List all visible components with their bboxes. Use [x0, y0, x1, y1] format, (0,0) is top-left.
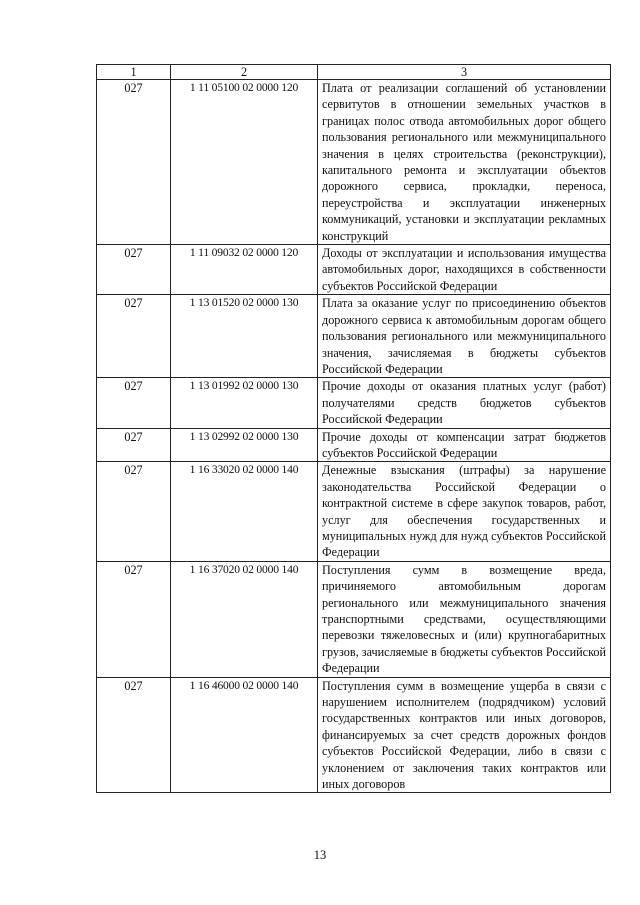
table-row	[97, 378, 611, 428]
admin-code-cell: 027	[97, 677, 171, 793]
revenue-code-cell: 1 13 02992 02 0000 130	[171, 428, 318, 462]
column-header-2: 2	[171, 65, 318, 80]
admin-code-cell: 027	[97, 245, 171, 295]
admin-code-cell: 027	[97, 80, 171, 245]
revenue-code-cell: 1 16 33020 02 0000 140	[171, 462, 318, 561]
revenue-name-cell: Поступления сумм в возмещение вреда, причиняемого автомобильным дорогам регионального или межмуниципального значения транспортными средствами, осуществляющими перевозки тяжеловесных и (или) крупногабаритных грузов, зачисляемые в бюджеты субъектов Российской Федерации	[318, 561, 611, 677]
revenue-code-cell: 1 11 09032 02 0000 120	[171, 245, 318, 295]
table-row	[97, 80, 611, 245]
revenue-code-cell: 1 11 05100 02 0000 120	[171, 80, 318, 245]
revenue-name-cell: Прочие доходы от компенсации затрат бюджетов субъектов Российской Федерации	[318, 428, 611, 462]
page-number: 13	[313, 848, 327, 862]
revenue-name-cell: Прочие доходы от оказания платных услуг (работ) получателями средств бюджетов субъектов Российской Федерации	[318, 378, 611, 428]
table-row	[97, 428, 611, 462]
revenue-name-cell: Плата от реализации соглашений об установлении сервитутов в отношении земельных участков в границах полос отвода автомобильных дорог общего пользования регионального или межмуниципального значения в целях строительства (реконструкции), капитального ремонта и эксплуатации объектов дорожного сервиса, прокладки, переноса, переустройства и эксплуатации инженерных коммуникаций, установки и эксплуатации рекламных конструкций	[318, 80, 611, 245]
revenue-name-cell: Доходы от эксплуатации и использования имущества автомобильных дорог, находящихся в собственности субъектов Российской Федерации	[318, 245, 611, 295]
table-row	[97, 295, 611, 378]
admin-code-cell: 027	[97, 378, 171, 428]
table-row	[97, 462, 611, 561]
table-header-row	[97, 65, 611, 80]
admin-code-cell: 027	[97, 561, 171, 677]
revenue-code-cell: 1 13 01992 02 0000 130	[171, 378, 318, 428]
admin-code-cell: 027	[97, 428, 171, 462]
revenue-codes-table	[96, 64, 611, 793]
admin-code-cell: 027	[97, 295, 171, 378]
revenue-name-cell: Денежные взыскания (штрафы) за нарушение законодательства Российской Федерации о контрактной системе в сфере закупок товаров, работ, услуг для обеспечения государственных и муниципальных нужд для нужд субъектов Российской Федерации	[318, 462, 611, 561]
column-header-3: 3	[318, 65, 611, 80]
revenue-code-cell: 1 13 01520 02 0000 130	[171, 295, 318, 378]
admin-code-cell: 027	[97, 462, 171, 561]
revenue-code-cell: 1 16 37020 02 0000 140	[171, 561, 318, 677]
revenue-name-cell: Плата за оказание услуг по присоединению объектов дорожного сервиса к автомобильным дорогам общего пользования регионального или межмуниципального значения, зачисляемая в бюджеты субъектов Российской Федерации	[318, 295, 611, 378]
revenue-code-cell: 1 16 46000 02 0000 140	[171, 677, 318, 793]
table-row	[97, 245, 611, 295]
table-row	[97, 677, 611, 793]
revenue-name-cell: Поступления сумм в возмещение ущерба в связи с нарушением исполнителем (подрядчиком) условий государственных контрактов или иных договоров, финансируемых за счет средств дорожных фондов субъектов Российской Федерации, либо в связи с уклонением от заключения таких контрактов или иных договоров	[318, 677, 611, 793]
table-row	[97, 561, 611, 677]
column-header-1: 1	[97, 65, 171, 80]
